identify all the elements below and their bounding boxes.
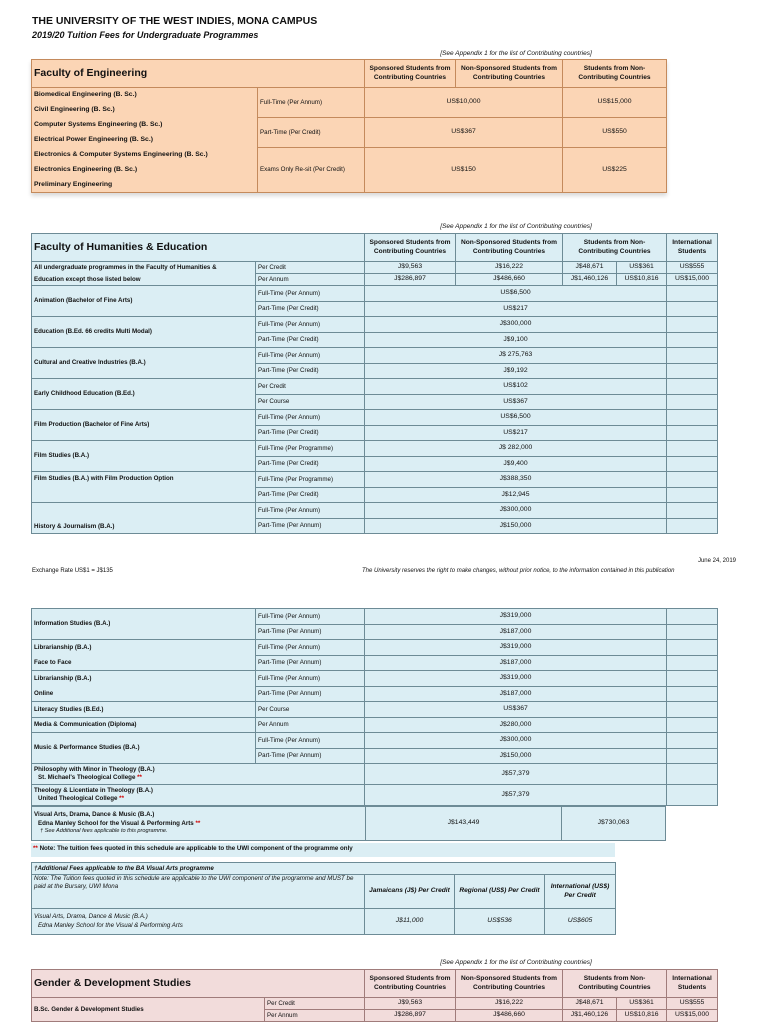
additional-prog-school: Edna Manley School for the Visual & Performing Arts: [38, 921, 183, 929]
eng-programme: Civil Engineering (B. Sc.): [32, 103, 258, 118]
hum-programme: Music & Performance Studies (B.A.): [32, 733, 256, 764]
hum-programme: Film Production (Bachelor of Fine Arts): [32, 410, 256, 441]
hum-mode: Part-Time (Per Annum): [256, 686, 365, 702]
hum-mode: Part-Time (Per Credit): [256, 301, 365, 317]
exchange-rate: Exchange Rate US$1 = J$135: [32, 568, 113, 574]
hum-fee: J$48,671: [563, 262, 617, 274]
appendix-note: [See Appendix 1 for the list of Contributing countries]: [440, 50, 592, 57]
hum-programme: Animation (Bachelor of Fine Arts): [32, 286, 256, 317]
hum-fee: J$ 282,000: [365, 441, 667, 457]
fee-jamaicans: J$11,000: [365, 909, 455, 935]
hum-mode: Full-Time (Per Annum): [256, 348, 365, 364]
col-sponsored: Sponsored Students from Contributing Countries: [365, 60, 456, 88]
hum-fee: US$217: [365, 301, 667, 317]
col-non-sponsored: Non-Sponsored Students from Contributing Countries: [456, 970, 563, 998]
note-stars: **: [33, 845, 38, 852]
hum-fee: J$57,379: [365, 764, 667, 785]
hum-programme: History & Journalism (B.A.): [32, 503, 256, 534]
hum-mode: Full-Time (Per Annum): [256, 671, 365, 687]
hum-mode: Full-Time (Per Programme): [256, 441, 365, 457]
gender-mode: Per Annum: [265, 1010, 365, 1022]
hum-mode: Full-Time (Per Programme): [256, 472, 365, 488]
hum-fee: US$361: [617, 262, 667, 274]
eng-mode: Full-Time (Per Annum): [258, 88, 365, 118]
hum-programme: Information Studies (B.A.): [32, 609, 256, 640]
hum-fee: J$730,063: [562, 807, 666, 841]
eng-fee-non: US$15,000: [563, 88, 667, 118]
additional-fees-title: †Additional Fees applicable to the BA Visual Arts programme: [32, 863, 616, 875]
gender-programme: B.Sc. Gender & Development Studies: [32, 998, 265, 1022]
eng-programme: Electrical Power Engineering (B. Sc.): [32, 133, 258, 148]
fee-regional: US$536: [455, 909, 545, 935]
gender-fee: J$9,563: [365, 998, 456, 1010]
hum-fee: J$319,000: [365, 640, 667, 656]
hum-programme: [32, 807, 366, 841]
disclaimer: The University reserves the right to make changes, without prior notice, to the information contained in this publication: [362, 568, 675, 574]
hum-fee: J$300,000: [365, 503, 667, 519]
visual-arts-school: Edna Manley School for the Visual & Performing Arts: [38, 819, 194, 827]
hum-mode: Part-Time (Per Annum): [256, 518, 365, 534]
additional-prog-name: Visual Arts, Drama, Dance & Music (B.A.): [34, 913, 148, 921]
col-jamaicans: Jamaicans (J$) Per Credit: [365, 875, 455, 909]
col-international: International Students: [667, 970, 718, 998]
hum-programme: [32, 764, 365, 785]
theology-name: Theology & Licentiate in Theology (B.A.): [34, 786, 153, 794]
hum-mode: Per Credit: [256, 379, 365, 395]
hum-fee: US$6,500: [365, 410, 667, 426]
additional-fees-programme: [32, 909, 365, 935]
hum-fee: US$217: [365, 425, 667, 441]
hum-mode: Per Course: [256, 394, 365, 410]
appendix-note: [See Appendix 1 for the list of Contributing countries]: [440, 959, 592, 966]
hum-programme: Media & Communication (Diploma): [32, 717, 256, 733]
hum-fee: US$555: [667, 262, 718, 274]
hum-programme: Film Studies (B.A.): [32, 441, 256, 472]
hum-programme: Early Childhood Education (B.Ed.): [32, 379, 256, 410]
philosophy-name: Philosophy with Minor in Theology (B.A.): [34, 765, 155, 773]
hum-fee: J$286,897: [365, 274, 456, 286]
hum-fee: J$280,000: [365, 717, 667, 733]
hum-programme: [32, 785, 365, 806]
visual-arts-note: † See Additional fees applicable to this programme.: [40, 828, 168, 835]
hum-mode: Full-Time (Per Annum): [256, 503, 365, 519]
hum-fee: J$57,379: [365, 785, 667, 806]
hum-mode: Part-Time (Per Annum): [256, 624, 365, 640]
col-non-sponsored: Non-Sponsored Students from Contributing Countries: [456, 60, 563, 88]
gender-mode: Per Credit: [265, 998, 365, 1010]
eng-fee-contrib: US$10,000: [365, 88, 563, 118]
hum-fee: J$143,449: [366, 807, 562, 841]
hum-programme: Librarianship (B.A.): [32, 671, 256, 687]
col-non-sponsored: Non-Sponsored Students from Contributing Countries: [456, 234, 563, 262]
page-title: THE UNIVERSITY OF THE WEST INDIES, MONA CAMPUS: [32, 15, 318, 27]
hum-mode: Part-Time (Per Annum): [256, 655, 365, 671]
eng-mode: Part-Time (Per Credit): [258, 118, 365, 148]
hum-fee: US$367: [365, 702, 667, 718]
hum-fee: J$319,000: [365, 609, 667, 625]
engineering-table: [31, 59, 667, 193]
hum-programme: Cultural and Creative Industries (B.A.): [32, 348, 256, 379]
faculty-engineering-title: Faculty of Engineering: [32, 60, 365, 88]
faculty-gender-title: Gender & Development Studies: [32, 970, 365, 998]
hum-fee: J$ 275,763: [365, 348, 667, 364]
gender-table: [31, 969, 718, 1022]
hum-mode: Per Annum: [256, 717, 365, 733]
hum-programme: Librarianship (B.A.): [32, 640, 256, 656]
gender-fee: J$1,460,126: [563, 1010, 617, 1022]
hum-mode: Full-Time (Per Annum): [256, 609, 365, 625]
gender-fee: J$486,660: [456, 1010, 563, 1022]
eng-programme: Preliminary Engineering: [32, 178, 258, 193]
col-regional: Regional (US$) Per Credit: [455, 875, 545, 909]
gender-fee: J$286,897: [365, 1010, 456, 1022]
hum-fee: J$300,000: [365, 733, 667, 749]
humanities-cont-table: [31, 608, 718, 806]
hum-fee: US$6,500: [365, 286, 667, 302]
hum-fee: US$102: [365, 379, 667, 395]
additional-fees-note: Note: The Tuition fees quoted in this schedule are applicable to the UWI component of the programme and MUST be paid at the Bursary, UWI Mona: [32, 875, 365, 909]
visual-arts-name: Visual Arts, Drama, Dance & Music (B.A.): [34, 811, 155, 819]
col-sponsored: Sponsored Students from Contributing Countries: [365, 234, 456, 262]
col-non-contrib: Students from Non-Contributing Countries: [563, 234, 667, 262]
page-subtitle: 2019/20 Tuition Fees for Undergraduate Programmes: [32, 30, 259, 40]
hum-fee: J$187,000: [365, 655, 667, 671]
philosophy-stars: **: [137, 774, 142, 781]
hum-mode: Part-Time (Per Credit): [256, 456, 365, 472]
hum-programme-sub: Online: [32, 686, 256, 702]
tuition-note: [31, 843, 615, 857]
hum-fee: US$15,000: [667, 274, 718, 286]
gender-fee: US$361: [617, 998, 667, 1010]
hum-fee: J$486,660: [456, 274, 563, 286]
hum-mode: Part-Time (Per Annum): [256, 748, 365, 764]
hum-all-label: Education except those listed below: [32, 274, 256, 286]
hum-fee: J$300,000: [365, 317, 667, 333]
hum-programme-sub: Face to Face: [32, 655, 256, 671]
theology-stars: **: [119, 795, 124, 802]
hum-mode: Per Annum: [256, 274, 365, 286]
hum-mode: Per Course: [256, 702, 365, 718]
col-international: International Students: [667, 234, 718, 262]
hum-fee: J$1,460,126: [563, 274, 617, 286]
hum-all-label: All undergraduate programmes in the Faculty of Humanities &: [32, 262, 256, 274]
visual-arts-table: [31, 806, 666, 841]
hum-mode: Part-Time (Per Credit): [256, 487, 365, 503]
eng-programme: Computer Systems Engineering (B. Sc.): [32, 118, 258, 133]
gender-fee: US$10,816: [617, 1010, 667, 1022]
hum-mode: Full-Time (Per Annum): [256, 317, 365, 333]
hum-fee: J$150,000: [365, 518, 667, 534]
hum-fee: US$367: [365, 394, 667, 410]
hum-mode: Full-Time (Per Annum): [256, 410, 365, 426]
hum-mode: Per Credit: [256, 262, 365, 274]
eng-programme: Electronics Engineering (B. Sc.): [32, 163, 258, 178]
hum-fee: J$9,192: [365, 363, 667, 379]
hum-fee: J$9,563: [365, 262, 456, 274]
hum-fee: J$150,000: [365, 748, 667, 764]
hum-fee: US$10,816: [617, 274, 667, 286]
hum-fee: J$16,222: [456, 262, 563, 274]
eng-fee-non: US$225: [563, 148, 667, 193]
page-date: June 24, 2019: [697, 558, 736, 564]
appendix-note: [See Appendix 1 for the list of Contributing countries]: [440, 223, 592, 230]
hum-mode: Full-Time (Per Annum): [256, 733, 365, 749]
col-non-contrib: Students from Non-Contributing Countries: [563, 60, 667, 88]
hum-mode: Full-Time (Per Annum): [256, 640, 365, 656]
gender-fee: US$555: [667, 998, 718, 1010]
eng-programme: Electronics & Computer Systems Engineering (B. Sc.): [32, 148, 258, 163]
theology-college: United Theological College: [38, 795, 118, 802]
hum-fee: J$319,000: [365, 671, 667, 687]
visual-arts-stars: **: [195, 819, 201, 827]
note-text: Note: The tuition fees quoted in this schedule are applicable to the UWI component of the programme only: [39, 845, 353, 852]
hum-mode: Part-Time (Per Credit): [256, 363, 365, 379]
hum-programme: Film Studies (B.A.) with Film Production Option: [32, 472, 256, 503]
additional-fees-table: [31, 862, 616, 935]
eng-fee-contrib: US$150: [365, 148, 563, 193]
hum-fee: J$187,000: [365, 686, 667, 702]
col-sponsored: Sponsored Students from Contributing Countries: [365, 970, 456, 998]
hum-programme: Education (B.Ed. 66 credits Multi Modal): [32, 317, 256, 348]
humanities-table: [31, 233, 718, 534]
col-international-credit: International (US$) Per Credit: [545, 875, 616, 909]
hum-fee: J$9,400: [365, 456, 667, 472]
eng-fee-non: US$550: [563, 118, 667, 148]
col-non-contrib: Students from Non-Contributing Countries: [563, 970, 667, 998]
eng-mode: Exams Only Re-sit (Per Credit): [258, 148, 365, 193]
hum-mode: Part-Time (Per Credit): [256, 332, 365, 348]
eng-programme: Biomedical Engineering (B. Sc.): [32, 88, 258, 103]
philosophy-college: St. Michael's Theological College: [38, 774, 136, 781]
hum-fee: J$388,350: [365, 472, 667, 488]
hum-fee: J$187,000: [365, 624, 667, 640]
hum-mode: Full-Time (Per Annum): [256, 286, 365, 302]
gender-fee: J$16,222: [456, 998, 563, 1010]
hum-programme: Literacy Studies (B.Ed.): [32, 702, 256, 718]
hum-fee: J$12,945: [365, 487, 667, 503]
gender-fee: J$48,671: [563, 998, 617, 1010]
faculty-humanities-title: Faculty of Humanities & Education: [32, 234, 365, 262]
hum-mode: Part-Time (Per Credit): [256, 425, 365, 441]
gender-fee: US$15,000: [667, 1010, 718, 1022]
hum-fee: J$9,100: [365, 332, 667, 348]
eng-fee-contrib: US$367: [365, 118, 563, 148]
fee-international: US$605: [545, 909, 616, 935]
